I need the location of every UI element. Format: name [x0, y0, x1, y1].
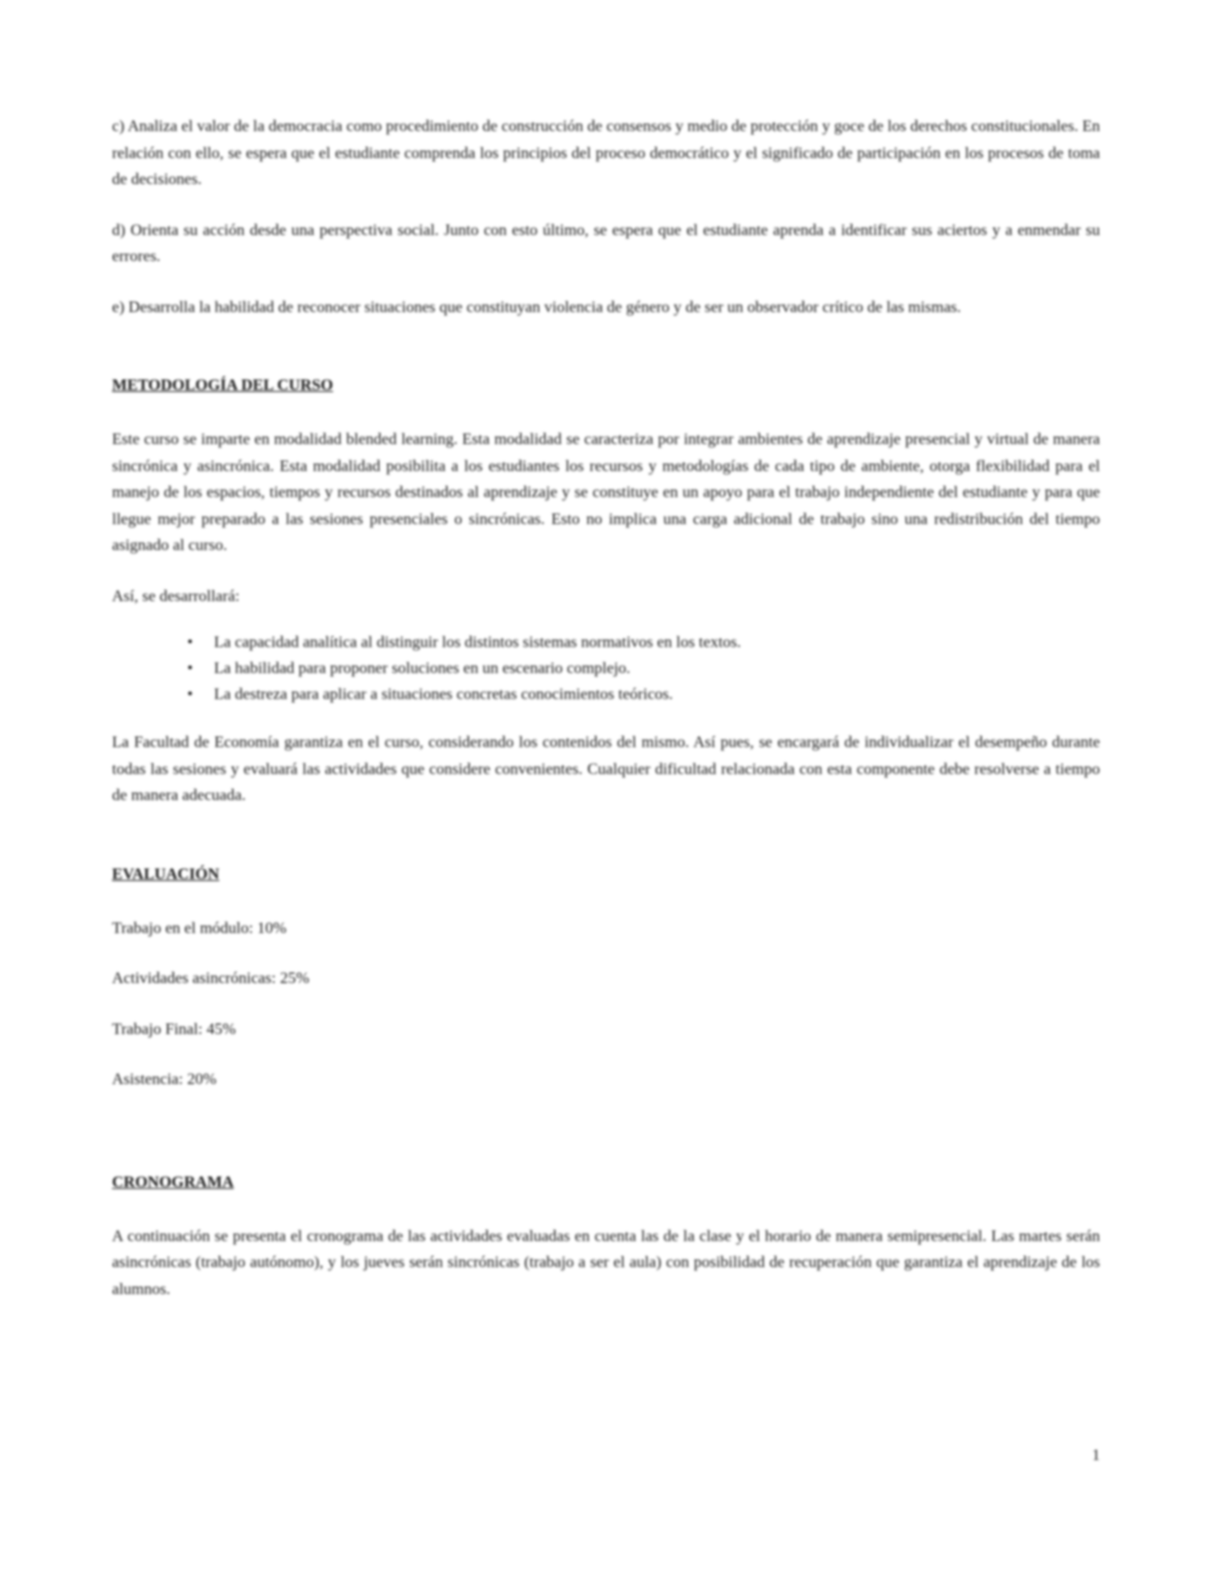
objective-d-paragraph: d) Orienta su acción desde una perspectiva social. Junto con esto último, se espera que el estudiante aprenda a identificar sus aciertos y a enmendar su errores.: [112, 221, 1100, 265]
bullet-icon: •: [187, 686, 193, 703]
methodology-bullet-list: [112, 630, 1100, 708]
evaluation-item: Asistencia: 20%: [112, 1071, 217, 1088]
schedule-paragraph: A continuación se presenta el cronograma de las actividades evaluadas en cuenta las de la clase y el horario de manera semipresencial. Las martes serán asincrónicas (trabajo autónomo), y los jueves serán sincrónicas (trabajo a ser el aula) con posibilidad de recuperación que garantiza el aprendizaje de los alumnos.: [112, 1227, 1100, 1298]
objective-c-paragraph: c) Analiza el valor de la democracia como procedimiento de construcción de consensos y medio de protección y goce de los derechos constitucionales. En relación con ello, se espera que el estudiante comprenda los principios del proceso democrático y el significado de participación en los procesos de toma de decisiones.: [112, 118, 1100, 188]
list-item-text: La capacidad analítica al distinguir los distintos sistemas normativos en los textos.: [214, 634, 742, 651]
evaluation-heading: EVALUACIÓN: [112, 865, 220, 883]
list-item: [184, 656, 1100, 682]
evaluation-item: Trabajo en el módulo: 10%: [112, 919, 287, 937]
methodology-paragraph: Este curso se imparte en modalidad blended learning. Esta modalidad se caracteriza por integrar ambientes de aprendizaje presencial y virtual de manera sincrónica y asincrónica. Esta modalidad posibilita a los estudiantes los recursos y metodologías de cada tipo de ambiente, otorga flexibilidad para el manejo de los espacios, tiempos y recursos destinados al aprendizaje y se constituye en un apoyo para el trabajo independiente del estudiante y para que llegue mejor preparado a las sesiones presenciales o sincrónicas. Esto no implica una carga adicional de trabajo sino una redistribución del tiempo asignado al curso.: [112, 431, 1100, 554]
page-number: 1: [1092, 1447, 1100, 1464]
list-item: [184, 682, 1100, 708]
schedule-heading: CRONOGRAMA: [112, 1173, 234, 1191]
methodology-lead: Así, se desarrollará:: [112, 587, 240, 605]
list-item-text: La habilidad para proponer soluciones en un escenario complejo.: [214, 660, 631, 677]
list-item-text: La destreza para aplicar a situaciones concretas conocimientos teóricos.: [214, 686, 673, 703]
document-page: [112, 114, 1100, 1327]
methodology-closing-paragraph: La Facultad de Economía garantiza en el curso, considerando los contenidos del mismo. Así pues, se encargará de individualizar el desempeño durante todas las sesiones y evaluará las actividades que considere convenientes. Cualquier dificultad relacionada con esta componente debe resolverse a tiempo de manera adecuada.: [112, 734, 1100, 804]
evaluation-item: Actividades asincrónicas: 25%: [112, 970, 310, 987]
evaluation-weights: [112, 916, 1100, 1094]
objective-e-paragraph: e) Desarrolla la habilidad de reconocer situaciones que constituyan violencia de género y de ser un observador crítico de las mismas.: [112, 298, 962, 316]
list-item: [184, 630, 1100, 656]
bullet-icon: •: [187, 634, 193, 651]
evaluation-item: Trabajo Final: 45%: [112, 1020, 236, 1038]
methodology-heading: METODOLOGÍA DEL CURSO: [112, 377, 334, 394]
bullet-icon: •: [187, 660, 193, 677]
